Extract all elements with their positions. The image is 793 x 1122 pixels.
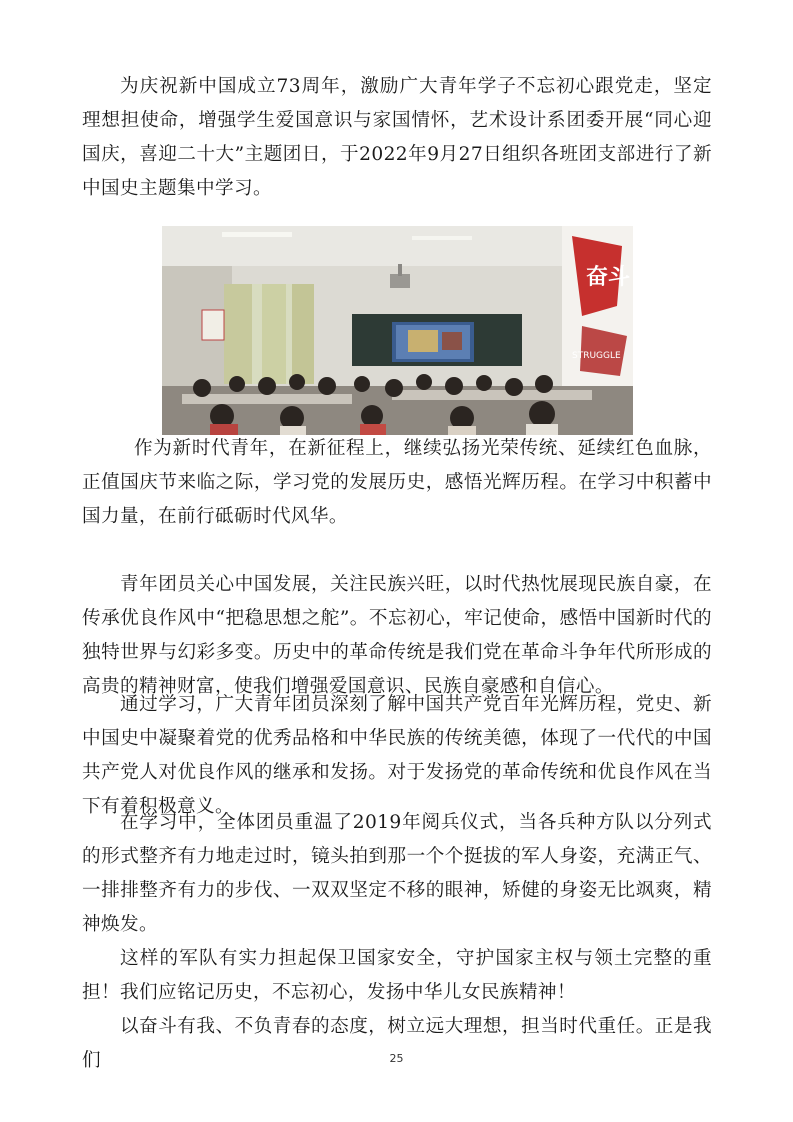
wall-sign-subtext: STRUGGLE (572, 351, 621, 361)
paragraph-struggle: 以奋斗有我、不负青春的态度，树立远大理想，担当时代重任。正是我们 (82, 1016, 712, 1071)
paragraph-parade-review: 在学习中，全体团员重温了2019年阅兵仪式，当各兵种方队以分列式的形式整齐有力地走过时，镜头拍到那一个个挺拔的军人身姿，充满正气、一排排整齐有力的步伐、一双双坚定不移的眼神，矫健的身姿无比飒爽，精神焕发。 (82, 812, 712, 935)
classroom-study-photo (162, 226, 633, 435)
paragraph-through-study: 通过学习，广大青年团员深刻了解中国共产党百年光辉历程，党史、新中国史中凝聚着党的优秀品格和中华民族的传统美德，体现了一代代的中国共产党人对优良作风的继承和发扬。对于发扬党的革命传统和优良作风在当下有着积极意义。 (82, 694, 712, 817)
paragraph-new-era-youth: 作为新时代青年，在新征程上，继续弘扬光荣传统、延续红色血脉，正值国庆节来临之际，学习党的发展历史，感悟光辉历程。在学习中积蓄中国力量，在前行砥砺时代风华。 (82, 438, 712, 527)
paragraph-intro: 为庆祝新中国成立73周年，激励广大青年学子不忘初心跟党走，坚定理想担使命，增强学生爱国意识与家国情怀，艺术设计系团委开展“同心迎国庆，喜迎二十大”主题团日，于2022年9月27日组织各班团支部进行了新中国史主题集中学习。 (82, 76, 712, 199)
paragraph-care-development: 青年团员关心中国发展，关注民族兴旺，以时代热忱展现民族自豪，在传承优良作风中“把稳思想之舵”。不忘初心，牢记使命，感悟中国新时代的独特世界与幻彩多变。历史中的革命传统是我们党在革命斗争年代所形成的高贵的精神财富，使我们增强爱国意识、民族自豪感和自信心。 (82, 574, 712, 697)
page-number: 25 (389, 1052, 404, 1065)
wall-sign-text: 奋斗 (586, 265, 631, 290)
paragraph-army: 这样的军队有实力担起保卫国家安全，守护国家主权与领土完整的重担！我们应铭记历史，不忘初心，发扬中华儿女民族精神！ (82, 948, 712, 1003)
